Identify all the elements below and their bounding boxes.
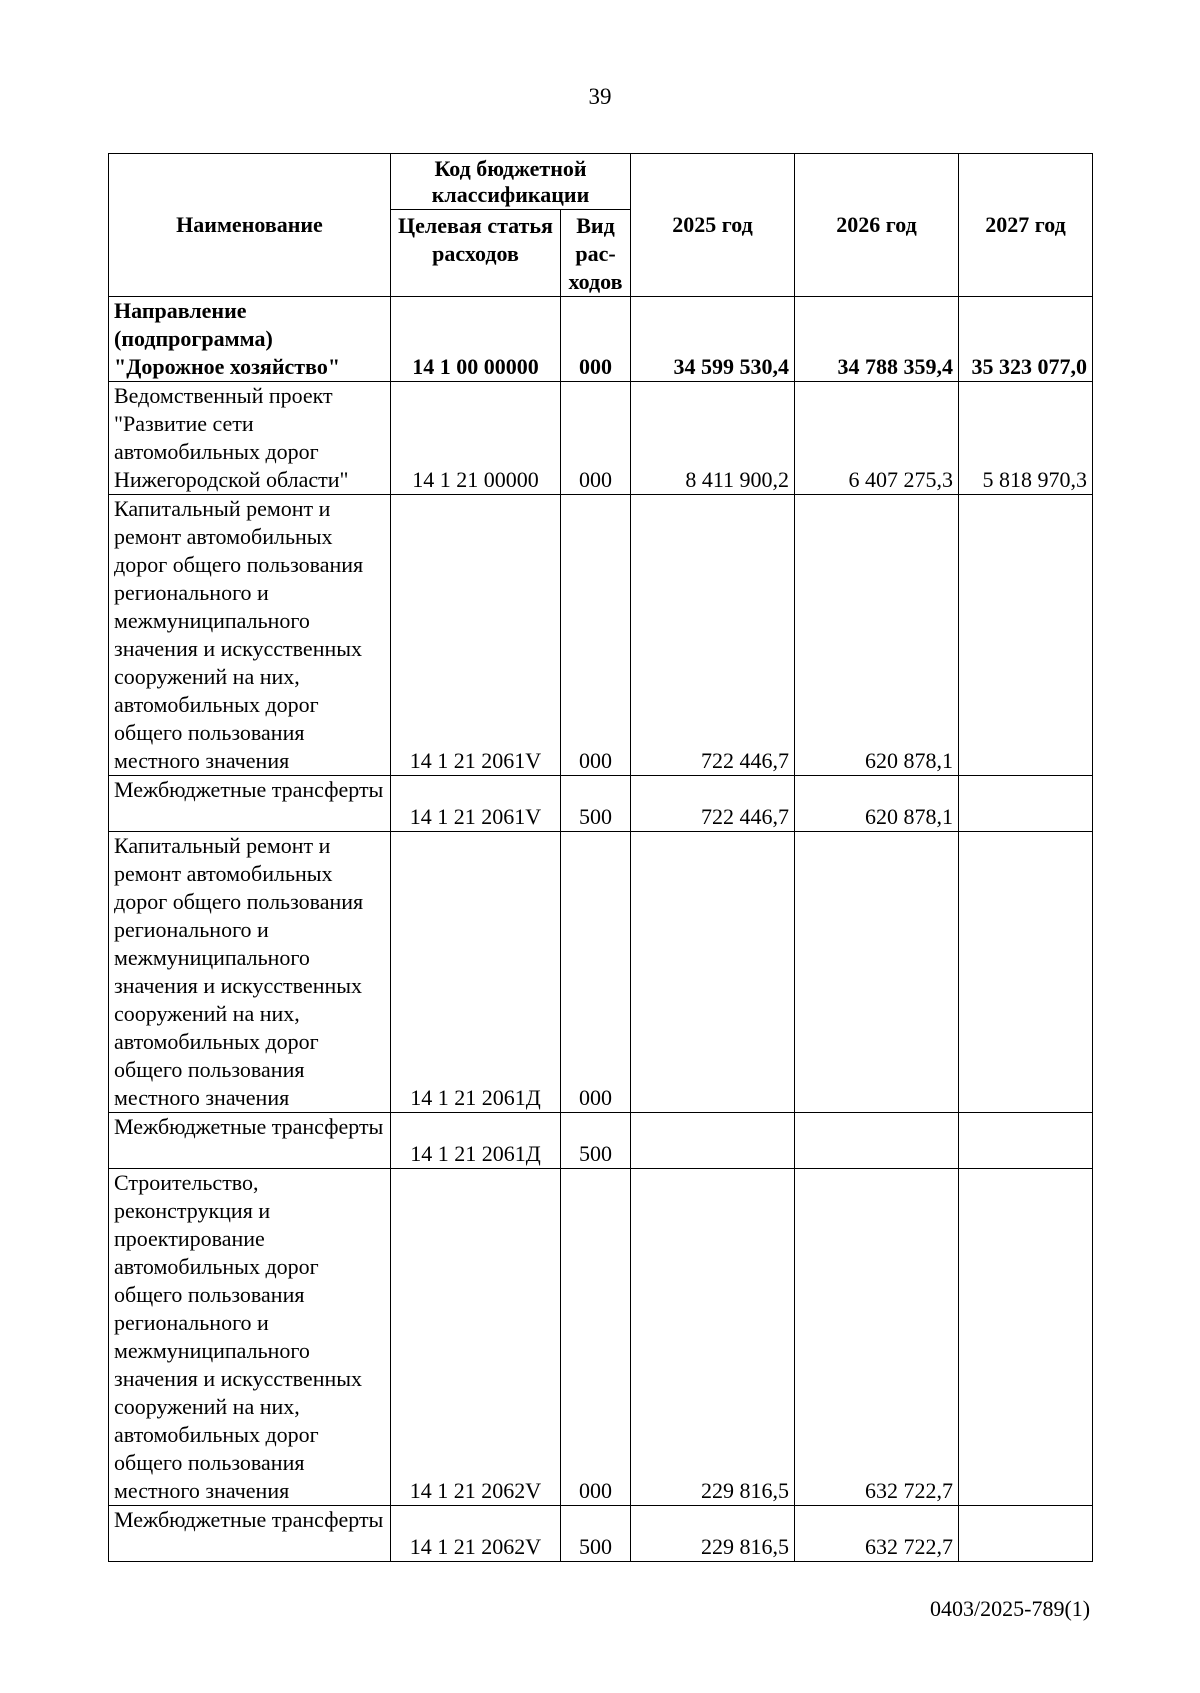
row-target-article: 14 1 21 2061V (391, 495, 561, 776)
row-value-2025: 8 411 900,2 (631, 382, 795, 495)
row-value-2026: 620 878,1 (795, 776, 959, 832)
table-row (109, 1506, 1093, 1562)
table-row (109, 832, 1093, 1113)
row-value-2026: 632 722,7 (795, 1506, 959, 1562)
row-target-article: 14 1 21 2062V (391, 1506, 561, 1562)
row-value-2027 (959, 1169, 1093, 1506)
row-value-2027 (959, 1113, 1093, 1169)
header-target-article: Целевая статья расходов (391, 210, 561, 297)
header-code-group: Код бюджетной классификации (391, 154, 631, 210)
budget-table (108, 153, 1093, 1562)
header-expense-type: Вид рас-ходов (561, 210, 631, 297)
header-2026: 2026 год (795, 154, 959, 297)
header-2025: 2025 год (631, 154, 795, 297)
row-name: Капитальный ремонт и ремонт автомобильных дорог общего пользования регионального и межмуниципального значения и искусственных сооружений на них, автомобильных дорог общего пользования местного значения (109, 495, 391, 776)
row-value-2025: 722 446,7 (631, 776, 795, 832)
row-value-2025: 229 816,5 (631, 1169, 795, 1506)
row-name: Направление (подпрограмма) "Дорожное хозяйство" (109, 297, 391, 382)
row-name: Межбюджетные трансферты (109, 1506, 391, 1562)
row-target-article: 14 1 21 2061Д (391, 1113, 561, 1169)
page-number: 39 (588, 84, 612, 109)
table-row (109, 297, 1093, 382)
document-code: 0403/2025-789(1) (930, 1596, 1091, 1621)
row-name: Капитальный ремонт и ремонт автомобильных дорог общего пользования регионального и межмуниципального значения и искусственных сооружений на них, автомобильных дорог общего пользования местного значения (109, 832, 391, 1113)
row-target-article: 14 1 21 2061V (391, 776, 561, 832)
row-value-2027 (959, 1506, 1093, 1562)
row-value-2026: 34 788 359,4 (795, 297, 959, 382)
row-value-2026 (795, 832, 959, 1113)
row-name: Ведомственный проект "Развитие сети автомобильных дорог Нижегородской области" (109, 382, 391, 495)
row-value-2026 (795, 1113, 959, 1169)
row-expense-type: 000 (561, 832, 631, 1113)
row-value-2027 (959, 832, 1093, 1113)
row-value-2025: 34 599 530,4 (631, 297, 795, 382)
row-value-2026: 620 878,1 (795, 495, 959, 776)
table-row (109, 495, 1093, 776)
row-name: Межбюджетные трансферты (109, 776, 391, 832)
row-expense-type: 000 (561, 1169, 631, 1506)
row-value-2027 (959, 495, 1093, 776)
row-target-article: 14 1 00 00000 (391, 297, 561, 382)
row-value-2025 (631, 1113, 795, 1169)
row-expense-type: 000 (561, 495, 631, 776)
row-expense-type: 500 (561, 1506, 631, 1562)
row-value-2025: 722 446,7 (631, 495, 795, 776)
row-target-article: 14 1 21 2062V (391, 1169, 561, 1506)
header-2027: 2027 год (959, 154, 1093, 297)
table-row (109, 1113, 1093, 1169)
row-expense-type: 000 (561, 382, 631, 495)
row-value-2026: 6 407 275,3 (795, 382, 959, 495)
row-expense-type: 500 (561, 1113, 631, 1169)
row-value-2027: 35 323 077,0 (959, 297, 1093, 382)
row-expense-type: 500 (561, 776, 631, 832)
header-name: Наименование (109, 154, 391, 297)
row-name: Межбюджетные трансферты (109, 1113, 391, 1169)
table-row (109, 1169, 1093, 1506)
row-value-2025 (631, 832, 795, 1113)
table-row (109, 382, 1093, 495)
row-value-2027: 5 818 970,3 (959, 382, 1093, 495)
row-name: Строительство, реконструкция и проектирование автомобильных дорог общего пользования регионального и межмуниципального значения и искусственных сооружений на них, автомобильных дорог общего пользования местного значения (109, 1169, 391, 1506)
row-expense-type: 000 (561, 297, 631, 382)
table-row (109, 776, 1093, 832)
row-target-article: 14 1 21 00000 (391, 382, 561, 495)
row-value-2025: 229 816,5 (631, 1506, 795, 1562)
row-target-article: 14 1 21 2061Д (391, 832, 561, 1113)
row-value-2026: 632 722,7 (795, 1169, 959, 1506)
table-body (109, 297, 1093, 1562)
row-value-2027 (959, 776, 1093, 832)
